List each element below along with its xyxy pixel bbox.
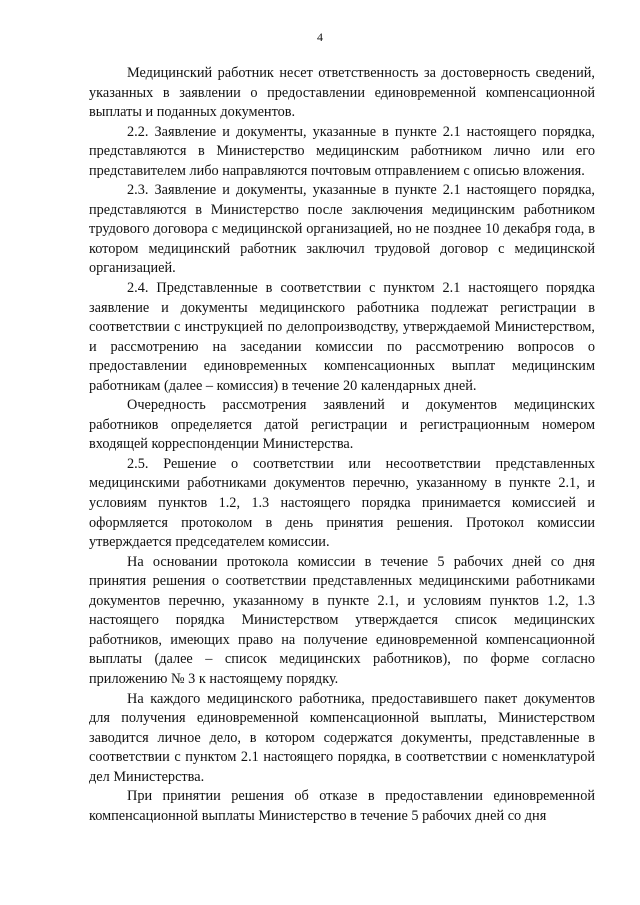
paragraph-refusal: При принятии решения об отказе в предоставлении единовременной компенсационной выплаты Министерство в течение 5 рабочих дней со дня — [89, 788, 595, 824]
paragraph-2-4: 2.4. Представленные в соответствии с пунктом 2.1 настоящего порядка заявление и документы медицинского работника подлежат регистрации в соответствии с инструкцией по делопроизводству, утверждаемой Министерством, и рассмотрению на заседании комиссии по рассмотрению вопросов о предоставлении единовременных компенсационных выплат медицинским работникам (далее – комиссия) в течение 20 календарных дней. — [89, 280, 595, 394]
paragraph-2-3: 2.3. Заявление и документы, указанные в пункте 2.1 настоящего порядка, представляются в Министерство после заключения медицинским работником трудового договора с медицинской организацией, но не позднее 10 декабря года, в котором медицинский работник заключил трудовой договор с медицинской организацией. — [89, 182, 595, 277]
paragraph-2-5: 2.5. Решение о соответствии или несоответствии представленных медицинскими работниками документов перечню, указанному в пункте 2.1, и условиям пунктов 1.2, 1.3 настоящего порядка принимается комиссией и оформляется протоколом в день принятия решения. Протокол комиссии утверждается председателем комиссии. — [89, 455, 595, 551]
paragraph-personal-file: На каждого медицинского работника, предоставившего пакет документов для получения единовременной компенсационной выплаты, Министерством заводится личное дело, в котором содержатся документы, представленные в соответствии с пунктом 2.1 настоящего порядка, в соответствии с номенклатурой дел Министерства. — [89, 690, 595, 785]
paragraph-2-2: 2.2. Заявление и документы, указанные в пункте 2.1 настоящего порядка, представляются в Министерство медицинским работником лично или его представителем либо направляются почтовым отправлением с описью вложения. — [89, 123, 595, 179]
paragraph-list-approval: На основании протокола комиссии в течение 5 рабочих дней со дня принятия решения о соответствии представленных медицинскими работниками документов перечню, указанному в пункте 2.1, и условиям пунктов 1.2, 1.3 настоящего порядка Министерством утверждается список медицинских работников, имеющих право на получение единовременной компенсационной выплаты (далее – список медицинских работников), по форме согласно приложению № 3 к настоящему порядку. — [89, 553, 595, 687]
document-body — [89, 64, 595, 826]
paragraph-responsibility: Медицинский работник несет ответственность за достоверность сведений, указанных в заявлении о предоставлении единовременной компенсационной выплаты и поданных документов. — [89, 65, 595, 121]
page-number: 4 — [317, 30, 323, 44]
paragraph-order-of-review: Очередность рассмотрения заявлений и документов медицинских работников определяется датой регистрации и регистрационным номером входящей корреспонденции Министерства. — [89, 397, 595, 453]
